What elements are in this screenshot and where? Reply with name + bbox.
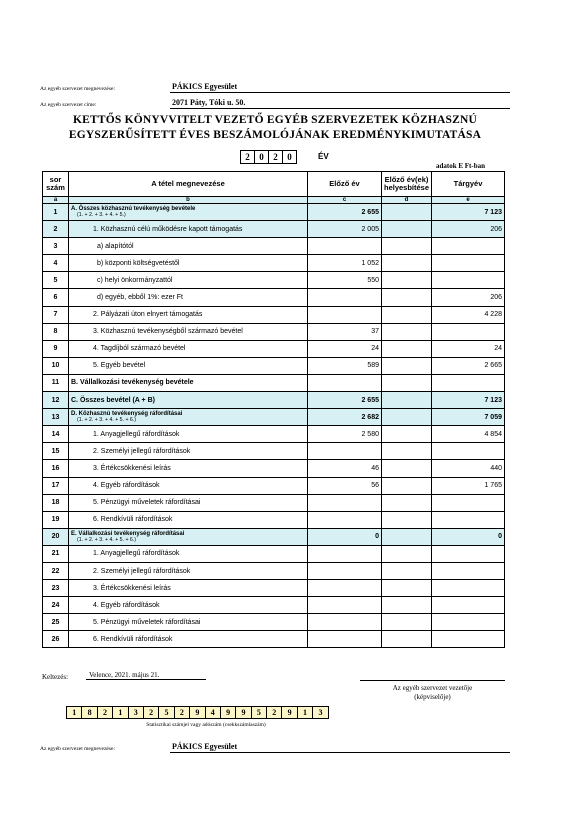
date-value: Velence, 2021. május 21. xyxy=(86,671,206,680)
value-correction xyxy=(382,443,432,460)
value-current-year: 7 123 xyxy=(432,204,505,221)
row-number: 7 xyxy=(43,306,69,323)
value-correction xyxy=(382,597,432,614)
value-previous-year xyxy=(308,443,382,460)
col-letter-d: d xyxy=(382,197,432,204)
value-correction xyxy=(382,306,432,323)
value-current-year xyxy=(432,443,505,460)
row-number: 20 xyxy=(43,528,69,545)
row-label xyxy=(69,460,308,477)
table-row xyxy=(43,289,505,306)
org-address-value: 2071 Páty, Tóki u. 50. xyxy=(170,98,510,109)
stat-digit-box: 9 xyxy=(281,706,297,719)
value-current-year xyxy=(432,323,505,340)
row-label-formula: (1. + 2. + 3. + 4. + 5. + 6.) xyxy=(77,536,136,543)
row-label-main: A. Összes közhasznú tevékenység bevétele xyxy=(71,206,196,213)
value-current-year xyxy=(432,580,505,597)
table-row xyxy=(43,306,505,323)
row-label-text: C. Összes bevétel (A + B) xyxy=(71,396,155,404)
stat-digit-box: 9 xyxy=(189,706,205,719)
table-row xyxy=(43,409,505,426)
value-correction xyxy=(382,494,432,511)
row-number: 21 xyxy=(43,545,69,562)
value-current-year: 0 xyxy=(432,528,505,545)
row-number: 18 xyxy=(43,494,69,511)
value-previous-year: 56 xyxy=(308,477,382,494)
stat-caption: Statisztikai számjel vagy adószám (csekkszámlaszám) xyxy=(146,722,266,728)
row-label-text: a) alapítótól xyxy=(97,242,134,250)
row-label xyxy=(69,238,308,255)
row-label-text: B. Vállalkozási tevékenység bevétele xyxy=(71,379,194,387)
value-correction xyxy=(382,221,432,238)
value-correction xyxy=(382,409,432,426)
value-previous-year xyxy=(308,306,382,323)
stat-digit-box: 9 xyxy=(235,706,251,719)
table-row xyxy=(43,460,505,477)
stat-digit-box: 2 xyxy=(174,706,190,719)
year-digit-box: 2 xyxy=(240,150,255,164)
value-current-year xyxy=(432,631,505,648)
value-previous-year: 2 580 xyxy=(308,426,382,443)
value-previous-year: 2 655 xyxy=(308,204,382,221)
value-current-year: 4 854 xyxy=(432,426,505,443)
signature-line xyxy=(360,680,505,681)
row-number: 14 xyxy=(43,426,69,443)
table-row xyxy=(43,528,505,545)
row-label xyxy=(69,221,308,238)
row-number: 23 xyxy=(43,580,69,597)
row-label-text: 4. Egyéb ráfordítások xyxy=(93,601,160,609)
row-label-text: 6. Rendkívüli ráfordítások xyxy=(93,516,173,524)
value-current-year xyxy=(432,614,505,631)
stat-digit-box: 2 xyxy=(97,706,113,719)
table-row xyxy=(43,562,505,579)
row-label-formula: (1. + 2. + 3. + 4. + 5.) xyxy=(77,212,126,219)
value-current-year xyxy=(432,545,505,562)
row-label-formula: (1. + 2. + 3. + 4. + 5. + 6.) xyxy=(77,417,136,424)
value-previous-year: 589 xyxy=(308,357,382,374)
stat-digit-box: 5 xyxy=(251,706,267,719)
stat-digit-box: 1 xyxy=(297,706,313,719)
row-label xyxy=(69,614,308,631)
col-letter-a: a xyxy=(43,197,69,204)
row-number: 2 xyxy=(43,221,69,238)
row-label-text: 1. Anyagjellegű ráfordítások xyxy=(93,430,180,438)
value-previous-year xyxy=(308,511,382,528)
stat-digit-box: 8 xyxy=(81,706,97,719)
value-current-year xyxy=(432,374,505,391)
value-correction xyxy=(382,323,432,340)
value-previous-year: 2 655 xyxy=(308,392,382,409)
row-number: 13 xyxy=(43,409,69,426)
value-current-year xyxy=(432,255,505,272)
value-correction xyxy=(382,477,432,494)
row-number: 4 xyxy=(43,255,69,272)
value-previous-year xyxy=(308,494,382,511)
row-number: 16 xyxy=(43,460,69,477)
value-current-year xyxy=(432,494,505,511)
col-header-item-name: A tétel megnevezése xyxy=(69,172,308,197)
row-label-text: 1. Közhasznú célú működésre kapott támogatás xyxy=(93,225,243,233)
row-number: 5 xyxy=(43,272,69,289)
value-current-year: 4 228 xyxy=(432,306,505,323)
row-label xyxy=(69,477,308,494)
col-letter-b: b xyxy=(69,197,308,204)
row-label-text: d) egyéb, ebből 1%: ezer Ft xyxy=(97,294,183,302)
table-row xyxy=(43,580,505,597)
footer-org-name-label: Az egyéb szervezet megnevezése: xyxy=(40,746,115,752)
value-previous-year: 0 xyxy=(308,528,382,545)
row-number: 12 xyxy=(43,392,69,409)
stat-digit-box: 1 xyxy=(112,706,128,719)
value-current-year: 1 765 xyxy=(432,477,505,494)
row-label xyxy=(69,562,308,579)
year-label: ÉV xyxy=(318,152,329,161)
value-correction xyxy=(382,545,432,562)
value-previous-year: 46 xyxy=(308,460,382,477)
row-label-text: 5. Pénzügyi műveletek ráfordításai xyxy=(93,499,201,507)
row-label xyxy=(69,511,308,528)
row-label-text: 2. Személyi jellegű ráfordítások xyxy=(93,567,191,575)
row-label-text: 5. Egyéb bevétel xyxy=(93,362,146,370)
table-row xyxy=(43,494,505,511)
leader-caption-line1: Az egyéb szervezet vezetője xyxy=(392,684,473,692)
value-correction xyxy=(382,460,432,477)
row-label-text: 4. Egyéb ráfordítások xyxy=(93,482,160,490)
value-correction xyxy=(382,580,432,597)
row-label xyxy=(69,443,308,460)
report-title-line2: EGYSZERŰSÍTETT ÉVES BESZÁMOLÓJÁNAK EREDMÉNYKIMUTATÁSA xyxy=(68,129,482,141)
row-label-text: 3. Értékcsökkenési leírás xyxy=(93,584,171,592)
row-label xyxy=(69,528,308,545)
row-label xyxy=(69,545,308,562)
col-header-current-year: Tárgyév xyxy=(432,172,505,197)
table-row xyxy=(43,357,505,374)
value-correction xyxy=(382,255,432,272)
row-number: 9 xyxy=(43,340,69,357)
statistical-number-boxes xyxy=(67,706,329,719)
year-digit-box: 0 xyxy=(254,150,269,164)
row-number: 24 xyxy=(43,597,69,614)
row-number: 15 xyxy=(43,443,69,460)
org-name-label: Az egyéb szervezet megnevezése: xyxy=(40,86,115,92)
row-label xyxy=(69,289,308,306)
value-previous-year: 550 xyxy=(308,272,382,289)
table-row xyxy=(43,614,505,631)
col-header-correction: Előző év(ek) helyesbítése xyxy=(382,172,432,197)
value-current-year xyxy=(432,238,505,255)
row-number: 19 xyxy=(43,511,69,528)
unit-label: adatok E Ft-ban xyxy=(436,162,486,170)
date-label: Keltezés: xyxy=(42,673,69,681)
value-current-year: 24 xyxy=(432,340,505,357)
row-label xyxy=(69,494,308,511)
value-correction xyxy=(382,374,432,391)
row-label xyxy=(69,374,308,391)
row-number: 3 xyxy=(43,238,69,255)
value-correction xyxy=(382,614,432,631)
table-row xyxy=(43,272,505,289)
row-label xyxy=(69,204,308,221)
row-number: 6 xyxy=(43,289,69,306)
value-current-year xyxy=(432,597,505,614)
table-row xyxy=(43,221,505,238)
row-label xyxy=(69,272,308,289)
value-previous-year xyxy=(308,597,382,614)
value-correction xyxy=(382,340,432,357)
row-number: 25 xyxy=(43,614,69,631)
value-correction xyxy=(382,511,432,528)
row-number: 8 xyxy=(43,323,69,340)
stat-digit-box: 9 xyxy=(220,706,236,719)
row-number: 1 xyxy=(43,204,69,221)
row-label-text: 1. Anyagjellegű ráfordítások xyxy=(93,550,180,558)
row-label-text: 3. Közhasznú tevékenységből származó bevétel xyxy=(93,328,243,336)
value-previous-year xyxy=(308,631,382,648)
row-label xyxy=(69,392,308,409)
row-label xyxy=(69,631,308,648)
stat-digit-box: 2 xyxy=(266,706,282,719)
year-boxes xyxy=(241,150,297,164)
table-row xyxy=(43,323,505,340)
row-number: 22 xyxy=(43,562,69,579)
value-previous-year xyxy=(308,545,382,562)
row-label xyxy=(69,580,308,597)
value-current-year: 7 059 xyxy=(432,409,505,426)
row-label-text: 6. Rendkívüli ráfordítások xyxy=(93,635,173,643)
table-row xyxy=(43,545,505,562)
row-number: 11 xyxy=(43,374,69,391)
row-label xyxy=(69,340,308,357)
row-label-text: c) helyi önkormányzattól xyxy=(97,276,173,284)
col-letter-c: c xyxy=(308,197,382,204)
year-digit-box: 0 xyxy=(282,150,297,164)
value-correction xyxy=(382,426,432,443)
value-current-year: 7 123 xyxy=(432,392,505,409)
table-row xyxy=(43,511,505,528)
value-current-year xyxy=(432,562,505,579)
value-current-year: 440 xyxy=(432,460,505,477)
stat-digit-box: 3 xyxy=(312,706,328,719)
value-current-year xyxy=(432,272,505,289)
col-header-previous-year: Előző év xyxy=(308,172,382,197)
row-label-text: 2. Pályázati úton elnyert támogatás xyxy=(93,311,203,319)
org-name-value: PÁKICS Egyesület xyxy=(170,82,510,93)
table-row xyxy=(43,631,505,648)
value-previous-year: 2 005 xyxy=(308,221,382,238)
value-previous-year xyxy=(308,562,382,579)
year-digit-box: 2 xyxy=(268,150,283,164)
stat-digit-box: 3 xyxy=(128,706,144,719)
value-correction xyxy=(382,528,432,545)
row-label-text: 2. Személyi jellegű ráfordítások xyxy=(93,447,191,455)
row-label xyxy=(69,255,308,272)
table-row xyxy=(43,374,505,391)
row-label-main: E. Vállalkozási tevékenység ráfordításai xyxy=(71,530,185,537)
table-row xyxy=(43,426,505,443)
value-previous-year: 2 682 xyxy=(308,409,382,426)
value-previous-year: 1 052 xyxy=(308,255,382,272)
row-number: 26 xyxy=(43,631,69,648)
value-previous-year xyxy=(308,238,382,255)
table-row xyxy=(43,255,505,272)
stat-digit-box: 4 xyxy=(205,706,221,719)
row-label-main: D. Közhasznú tevékenység ráfordításai xyxy=(71,411,183,418)
row-label-text: 5. Pénzügyi műveletek ráfordításai xyxy=(93,618,201,626)
income-statement-table xyxy=(42,171,505,648)
table-row xyxy=(43,238,505,255)
value-previous-year: 24 xyxy=(308,340,382,357)
value-correction xyxy=(382,289,432,306)
footer-org-name-value: PÁKICS Egyesület xyxy=(170,742,510,753)
value-correction xyxy=(382,357,432,374)
value-correction xyxy=(382,631,432,648)
value-correction xyxy=(382,272,432,289)
table-row xyxy=(43,340,505,357)
row-label xyxy=(69,306,308,323)
table-row xyxy=(43,597,505,614)
value-previous-year xyxy=(308,614,382,631)
table-row xyxy=(43,204,505,221)
col-header-row-number: sor szám xyxy=(43,172,69,197)
stat-digit-box: 1 xyxy=(66,706,82,719)
value-correction xyxy=(382,238,432,255)
value-previous-year xyxy=(308,374,382,391)
row-label xyxy=(69,357,308,374)
row-number: 10 xyxy=(43,357,69,374)
table-header-row xyxy=(43,172,505,197)
leader-caption xyxy=(360,684,505,702)
row-label xyxy=(69,597,308,614)
value-correction xyxy=(382,562,432,579)
table-row xyxy=(43,443,505,460)
table-row xyxy=(43,477,505,494)
value-correction xyxy=(382,204,432,221)
leader-caption-line2: (képviselője) xyxy=(414,693,451,701)
value-current-year: 206 xyxy=(432,221,505,238)
report-title-line1: KETTŐS KÖNYVVITELT VEZETŐ EGYÉB SZERVEZETEK KÖZHASZNÚ xyxy=(73,114,477,126)
row-label-text: 4. Tagdíjból származó bevétel xyxy=(93,345,186,353)
value-previous-year xyxy=(308,289,382,306)
org-address-label: Az egyéb szervezet címe: xyxy=(40,102,97,108)
stat-digit-box: 2 xyxy=(143,706,159,719)
row-number: 17 xyxy=(43,477,69,494)
row-label xyxy=(69,323,308,340)
value-current-year: 2 665 xyxy=(432,357,505,374)
table-letter-row xyxy=(43,197,505,204)
value-correction xyxy=(382,392,432,409)
row-label xyxy=(69,426,308,443)
value-previous-year xyxy=(308,580,382,597)
table-row xyxy=(43,392,505,409)
row-label-text: b) központi költségvetéstől xyxy=(97,259,180,267)
row-label-text: 3. Értékcsökkenési leírás xyxy=(93,464,171,472)
value-previous-year: 37 xyxy=(308,323,382,340)
value-current-year: 206 xyxy=(432,289,505,306)
stat-digit-box: 5 xyxy=(158,706,174,719)
row-label xyxy=(69,409,308,426)
value-current-year xyxy=(432,511,505,528)
col-letter-e: e xyxy=(432,197,505,204)
